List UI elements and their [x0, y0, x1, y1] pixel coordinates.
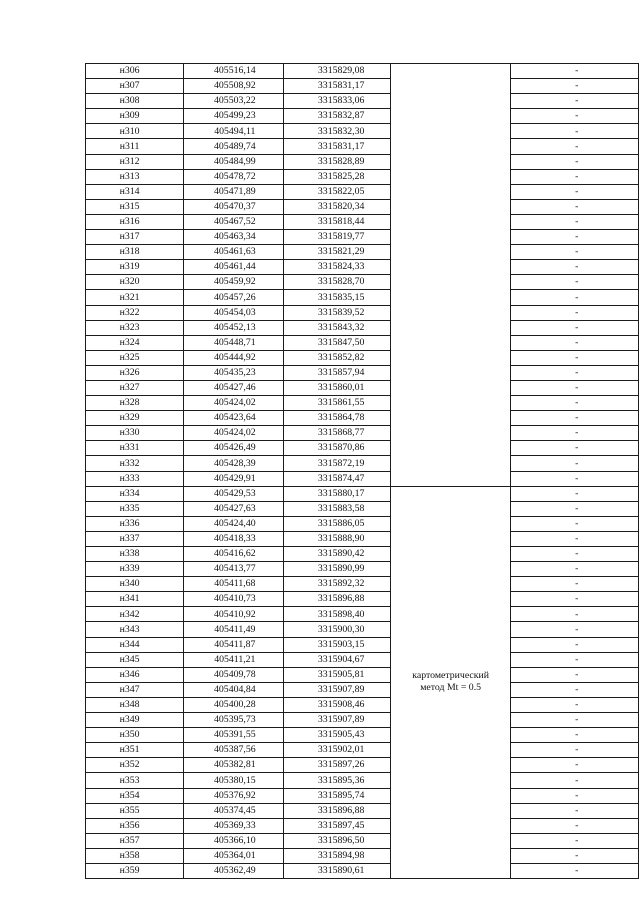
- dash-cell: -: [511, 516, 639, 531]
- point-name-cell: н306: [86, 64, 184, 79]
- x-coordinate-cell: 405454,03: [184, 305, 284, 320]
- x-coordinate-cell: 405484,99: [184, 154, 284, 169]
- point-name-cell: н334: [86, 486, 184, 501]
- table-row: [86, 833, 639, 848]
- table-row: [86, 682, 639, 697]
- method-text-line: картометрический: [412, 670, 490, 682]
- dash-cell: -: [511, 562, 639, 577]
- dash-cell: -: [511, 350, 639, 365]
- y-coordinate-cell: 3315874,47: [284, 471, 390, 486]
- dash-cell: -: [511, 697, 639, 712]
- dash-cell: -: [511, 305, 639, 320]
- x-coordinate-cell: 405374,45: [184, 803, 284, 818]
- table-row: [86, 531, 639, 546]
- y-coordinate-cell: 3315822,05: [284, 184, 390, 199]
- table-row: [86, 652, 639, 667]
- table-row: [86, 803, 639, 818]
- coordinates-table-body: [86, 64, 639, 879]
- table-row: [86, 94, 639, 109]
- point-name-cell: н335: [86, 501, 184, 516]
- table-row: [86, 818, 639, 833]
- table-row: [86, 245, 639, 260]
- y-coordinate-cell: 3315818,44: [284, 214, 390, 229]
- point-name-cell: н307: [86, 79, 184, 94]
- point-name-cell: н345: [86, 652, 184, 667]
- x-coordinate-cell: 405452,13: [184, 320, 284, 335]
- table-row: [86, 109, 639, 124]
- point-name-cell: н326: [86, 365, 184, 380]
- table-row: [86, 214, 639, 229]
- x-coordinate-cell: 405411,21: [184, 652, 284, 667]
- y-coordinate-cell: 3315835,15: [284, 290, 390, 305]
- y-coordinate-cell: 3315907,89: [284, 713, 390, 728]
- dash-cell: -: [511, 471, 639, 486]
- dash-cell: -: [511, 214, 639, 229]
- point-name-cell: н338: [86, 547, 184, 562]
- table-row: [86, 863, 639, 878]
- x-coordinate-cell: 405410,92: [184, 607, 284, 622]
- y-coordinate-cell: 3315897,26: [284, 758, 390, 773]
- x-coordinate-cell: 405503,22: [184, 94, 284, 109]
- table-row: [86, 547, 639, 562]
- x-coordinate-cell: 405410,73: [184, 592, 284, 607]
- table-row: [86, 79, 639, 94]
- point-name-cell: н317: [86, 230, 184, 245]
- x-coordinate-cell: 405380,15: [184, 773, 284, 788]
- y-coordinate-cell: 3315896,88: [284, 803, 390, 818]
- x-coordinate-cell: 405463,34: [184, 230, 284, 245]
- dash-cell: -: [511, 320, 639, 335]
- dash-cell: -: [511, 94, 639, 109]
- x-coordinate-cell: 405366,10: [184, 833, 284, 848]
- table-row: [86, 426, 639, 441]
- table-row: [86, 592, 639, 607]
- dash-cell: -: [511, 667, 639, 682]
- point-name-cell: н309: [86, 109, 184, 124]
- table-row: [86, 230, 639, 245]
- method-cell: [390, 64, 511, 487]
- table-row: [86, 577, 639, 592]
- point-name-cell: н342: [86, 607, 184, 622]
- dash-cell: -: [511, 169, 639, 184]
- y-coordinate-cell: 3315896,50: [284, 833, 390, 848]
- dash-cell: -: [511, 863, 639, 878]
- y-coordinate-cell: 3315829,08: [284, 64, 390, 79]
- table-row: [86, 788, 639, 803]
- y-coordinate-cell: 3315890,42: [284, 547, 390, 562]
- point-name-cell: н349: [86, 713, 184, 728]
- y-coordinate-cell: 3315890,99: [284, 562, 390, 577]
- point-name-cell: н314: [86, 184, 184, 199]
- dash-cell: -: [511, 124, 639, 139]
- y-coordinate-cell: 3315828,89: [284, 154, 390, 169]
- dash-cell: -: [511, 592, 639, 607]
- table-row: [86, 396, 639, 411]
- x-coordinate-cell: 405423,64: [184, 411, 284, 426]
- dash-cell: -: [511, 773, 639, 788]
- point-name-cell: н327: [86, 380, 184, 395]
- table-row: [86, 380, 639, 395]
- point-name-cell: н353: [86, 773, 184, 788]
- point-name-cell: н347: [86, 682, 184, 697]
- table-row: [86, 607, 639, 622]
- y-coordinate-cell: 3315861,55: [284, 396, 390, 411]
- dash-cell: -: [511, 139, 639, 154]
- dash-cell: -: [511, 230, 639, 245]
- x-coordinate-cell: 405429,53: [184, 486, 284, 501]
- x-coordinate-cell: 405369,33: [184, 818, 284, 833]
- dash-cell: -: [511, 728, 639, 743]
- y-coordinate-cell: 3315908,46: [284, 697, 390, 712]
- dash-cell: -: [511, 743, 639, 758]
- point-name-cell: н352: [86, 758, 184, 773]
- x-coordinate-cell: 405429,91: [184, 471, 284, 486]
- y-coordinate-cell: 3315880,17: [284, 486, 390, 501]
- point-name-cell: н339: [86, 562, 184, 577]
- point-name-cell: н358: [86, 848, 184, 863]
- y-coordinate-cell: 3315868,77: [284, 426, 390, 441]
- point-name-cell: н357: [86, 833, 184, 848]
- y-coordinate-cell: 3315832,30: [284, 124, 390, 139]
- method-text-line: метод Mt = 0.5: [420, 682, 482, 694]
- x-coordinate-cell: 405444,92: [184, 350, 284, 365]
- x-coordinate-cell: 405428,39: [184, 456, 284, 471]
- point-name-cell: н311: [86, 139, 184, 154]
- point-name-cell: н323: [86, 320, 184, 335]
- point-name-cell: н329: [86, 411, 184, 426]
- point-name-cell: н318: [86, 245, 184, 260]
- point-name-cell: н312: [86, 154, 184, 169]
- x-coordinate-cell: 405409,78: [184, 667, 284, 682]
- point-name-cell: н350: [86, 728, 184, 743]
- table-row: [86, 124, 639, 139]
- table-row: [86, 848, 639, 863]
- table-row: [86, 667, 639, 682]
- x-coordinate-cell: 405427,63: [184, 501, 284, 516]
- x-coordinate-cell: 405391,55: [184, 728, 284, 743]
- table-row: [86, 622, 639, 637]
- point-name-cell: н356: [86, 818, 184, 833]
- x-coordinate-cell: 405364,01: [184, 848, 284, 863]
- table-row: [86, 713, 639, 728]
- x-coordinate-cell: 405382,81: [184, 758, 284, 773]
- y-coordinate-cell: 3315905,43: [284, 728, 390, 743]
- x-coordinate-cell: 405424,02: [184, 396, 284, 411]
- dash-cell: -: [511, 79, 639, 94]
- x-coordinate-cell: 405459,92: [184, 275, 284, 290]
- dash-cell: -: [511, 380, 639, 395]
- point-name-cell: н331: [86, 441, 184, 456]
- y-coordinate-cell: 3315897,45: [284, 818, 390, 833]
- table-row: [86, 773, 639, 788]
- point-name-cell: н359: [86, 863, 184, 878]
- table-row: [86, 139, 639, 154]
- point-name-cell: н310: [86, 124, 184, 139]
- point-name-cell: н344: [86, 637, 184, 652]
- dash-cell: -: [511, 818, 639, 833]
- point-name-cell: н320: [86, 275, 184, 290]
- point-name-cell: н354: [86, 788, 184, 803]
- table-row: [86, 411, 639, 426]
- x-coordinate-cell: 405499,23: [184, 109, 284, 124]
- point-name-cell: н340: [86, 577, 184, 592]
- x-coordinate-cell: 405362,49: [184, 863, 284, 878]
- point-name-cell: н322: [86, 305, 184, 320]
- x-coordinate-cell: 405426,49: [184, 441, 284, 456]
- dash-cell: -: [511, 199, 639, 214]
- dash-cell: -: [511, 788, 639, 803]
- dash-cell: -: [511, 803, 639, 818]
- dash-cell: -: [511, 637, 639, 652]
- x-coordinate-cell: 405461,44: [184, 260, 284, 275]
- x-coordinate-cell: 405427,46: [184, 380, 284, 395]
- point-name-cell: н324: [86, 335, 184, 350]
- point-name-cell: н313: [86, 169, 184, 184]
- dash-cell: -: [511, 577, 639, 592]
- dash-cell: -: [511, 547, 639, 562]
- dash-cell: -: [511, 456, 639, 471]
- table-row: [86, 486, 639, 501]
- y-coordinate-cell: 3315898,40: [284, 607, 390, 622]
- dash-cell: -: [511, 758, 639, 773]
- table-row: [86, 471, 639, 486]
- point-name-cell: н355: [86, 803, 184, 818]
- point-name-cell: н336: [86, 516, 184, 531]
- dash-cell: -: [511, 652, 639, 667]
- x-coordinate-cell: 405457,26: [184, 290, 284, 305]
- y-coordinate-cell: 3315905,81: [284, 667, 390, 682]
- point-name-cell: н325: [86, 350, 184, 365]
- y-coordinate-cell: 3315819,77: [284, 230, 390, 245]
- y-coordinate-cell: 3315832,87: [284, 109, 390, 124]
- dash-cell: -: [511, 486, 639, 501]
- y-coordinate-cell: 3315890,61: [284, 863, 390, 878]
- y-coordinate-cell: 3315831,17: [284, 139, 390, 154]
- dash-cell: -: [511, 109, 639, 124]
- dash-cell: -: [511, 64, 639, 79]
- dash-cell: -: [511, 335, 639, 350]
- x-coordinate-cell: 405395,73: [184, 713, 284, 728]
- dash-cell: -: [511, 833, 639, 848]
- x-coordinate-cell: 405376,92: [184, 788, 284, 803]
- table-row: [86, 260, 639, 275]
- table-row: [86, 441, 639, 456]
- point-name-cell: н316: [86, 214, 184, 229]
- dash-cell: -: [511, 622, 639, 637]
- point-name-cell: н346: [86, 667, 184, 682]
- table-row: [86, 169, 639, 184]
- table-row: [86, 516, 639, 531]
- table-row: [86, 365, 639, 380]
- y-coordinate-cell: 3315888,90: [284, 531, 390, 546]
- table-row: [86, 290, 639, 305]
- point-name-cell: н337: [86, 531, 184, 546]
- y-coordinate-cell: 3315825,28: [284, 169, 390, 184]
- table-row: [86, 305, 639, 320]
- x-coordinate-cell: 405467,52: [184, 214, 284, 229]
- y-coordinate-cell: 3315852,82: [284, 350, 390, 365]
- y-coordinate-cell: 3315872,19: [284, 456, 390, 471]
- dash-cell: -: [511, 184, 639, 199]
- table-row: [86, 350, 639, 365]
- y-coordinate-cell: 3315895,36: [284, 773, 390, 788]
- dash-cell: -: [511, 260, 639, 275]
- dash-cell: -: [511, 531, 639, 546]
- dash-cell: -: [511, 441, 639, 456]
- dash-cell: -: [511, 607, 639, 622]
- point-name-cell: н330: [86, 426, 184, 441]
- table-row: [86, 320, 639, 335]
- dash-cell: -: [511, 290, 639, 305]
- x-coordinate-cell: 405494,11: [184, 124, 284, 139]
- table-row: [86, 199, 639, 214]
- table-row: [86, 637, 639, 652]
- y-coordinate-cell: 3315820,34: [284, 199, 390, 214]
- point-name-cell: н328: [86, 396, 184, 411]
- y-coordinate-cell: 3315892,32: [284, 577, 390, 592]
- table-row: [86, 335, 639, 350]
- point-name-cell: н343: [86, 622, 184, 637]
- table-row: [86, 697, 639, 712]
- dash-cell: -: [511, 501, 639, 516]
- x-coordinate-cell: 405478,72: [184, 169, 284, 184]
- x-coordinate-cell: 405508,92: [184, 79, 284, 94]
- y-coordinate-cell: 3315907,89: [284, 682, 390, 697]
- dash-cell: -: [511, 365, 639, 380]
- x-coordinate-cell: 405404,84: [184, 682, 284, 697]
- x-coordinate-cell: 405471,89: [184, 184, 284, 199]
- table-row: [86, 64, 639, 79]
- point-name-cell: н315: [86, 199, 184, 214]
- table-row: [86, 743, 639, 758]
- x-coordinate-cell: 405435,23: [184, 365, 284, 380]
- point-name-cell: н348: [86, 697, 184, 712]
- method-cell: [390, 486, 511, 878]
- point-name-cell: н319: [86, 260, 184, 275]
- table-row: [86, 758, 639, 773]
- dash-cell: -: [511, 396, 639, 411]
- y-coordinate-cell: 3315860,01: [284, 380, 390, 395]
- coordinates-table: [85, 63, 639, 879]
- x-coordinate-cell: 405489,74: [184, 139, 284, 154]
- y-coordinate-cell: 3315821,29: [284, 245, 390, 260]
- y-coordinate-cell: 3315864,78: [284, 411, 390, 426]
- table-row: [86, 728, 639, 743]
- dash-cell: -: [511, 245, 639, 260]
- dash-cell: -: [511, 411, 639, 426]
- x-coordinate-cell: 405448,71: [184, 335, 284, 350]
- y-coordinate-cell: 3315902,01: [284, 743, 390, 758]
- table-row: [86, 562, 639, 577]
- y-coordinate-cell: 3315870,86: [284, 441, 390, 456]
- dash-cell: -: [511, 154, 639, 169]
- x-coordinate-cell: 405461,63: [184, 245, 284, 260]
- x-coordinate-cell: 405413,77: [184, 562, 284, 577]
- table-row: [86, 456, 639, 471]
- table-row: [86, 275, 639, 290]
- y-coordinate-cell: 3315886,05: [284, 516, 390, 531]
- x-coordinate-cell: 405516,14: [184, 64, 284, 79]
- dash-cell: -: [511, 275, 639, 290]
- dash-cell: -: [511, 848, 639, 863]
- x-coordinate-cell: 405411,49: [184, 622, 284, 637]
- dash-cell: -: [511, 682, 639, 697]
- y-coordinate-cell: 3315894,98: [284, 848, 390, 863]
- y-coordinate-cell: 3315843,32: [284, 320, 390, 335]
- x-coordinate-cell: 405470,37: [184, 199, 284, 214]
- x-coordinate-cell: 405400,28: [184, 697, 284, 712]
- point-name-cell: н341: [86, 592, 184, 607]
- x-coordinate-cell: 405418,33: [184, 531, 284, 546]
- point-name-cell: н332: [86, 456, 184, 471]
- table-row: [86, 154, 639, 169]
- y-coordinate-cell: 3315903,15: [284, 637, 390, 652]
- point-name-cell: н308: [86, 94, 184, 109]
- point-name-cell: н333: [86, 471, 184, 486]
- x-coordinate-cell: 405411,68: [184, 577, 284, 592]
- y-coordinate-cell: 3315900,30: [284, 622, 390, 637]
- y-coordinate-cell: 3315896,88: [284, 592, 390, 607]
- y-coordinate-cell: 3315895,74: [284, 788, 390, 803]
- point-name-cell: н321: [86, 290, 184, 305]
- y-coordinate-cell: 3315828,70: [284, 275, 390, 290]
- y-coordinate-cell: 3315839,52: [284, 305, 390, 320]
- x-coordinate-cell: 405411,87: [184, 637, 284, 652]
- table-row: [86, 501, 639, 516]
- dash-cell: -: [511, 426, 639, 441]
- x-coordinate-cell: 405424,02: [184, 426, 284, 441]
- y-coordinate-cell: 3315904,67: [284, 652, 390, 667]
- y-coordinate-cell: 3315833,06: [284, 94, 390, 109]
- y-coordinate-cell: 3315831,17: [284, 79, 390, 94]
- y-coordinate-cell: 3315883,58: [284, 501, 390, 516]
- x-coordinate-cell: 405387,56: [184, 743, 284, 758]
- y-coordinate-cell: 3315847,50: [284, 335, 390, 350]
- y-coordinate-cell: 3315857,94: [284, 365, 390, 380]
- point-name-cell: н351: [86, 743, 184, 758]
- dash-cell: -: [511, 713, 639, 728]
- table-row: [86, 184, 639, 199]
- y-coordinate-cell: 3315824,33: [284, 260, 390, 275]
- x-coordinate-cell: 405424,40: [184, 516, 284, 531]
- x-coordinate-cell: 405416,62: [184, 547, 284, 562]
